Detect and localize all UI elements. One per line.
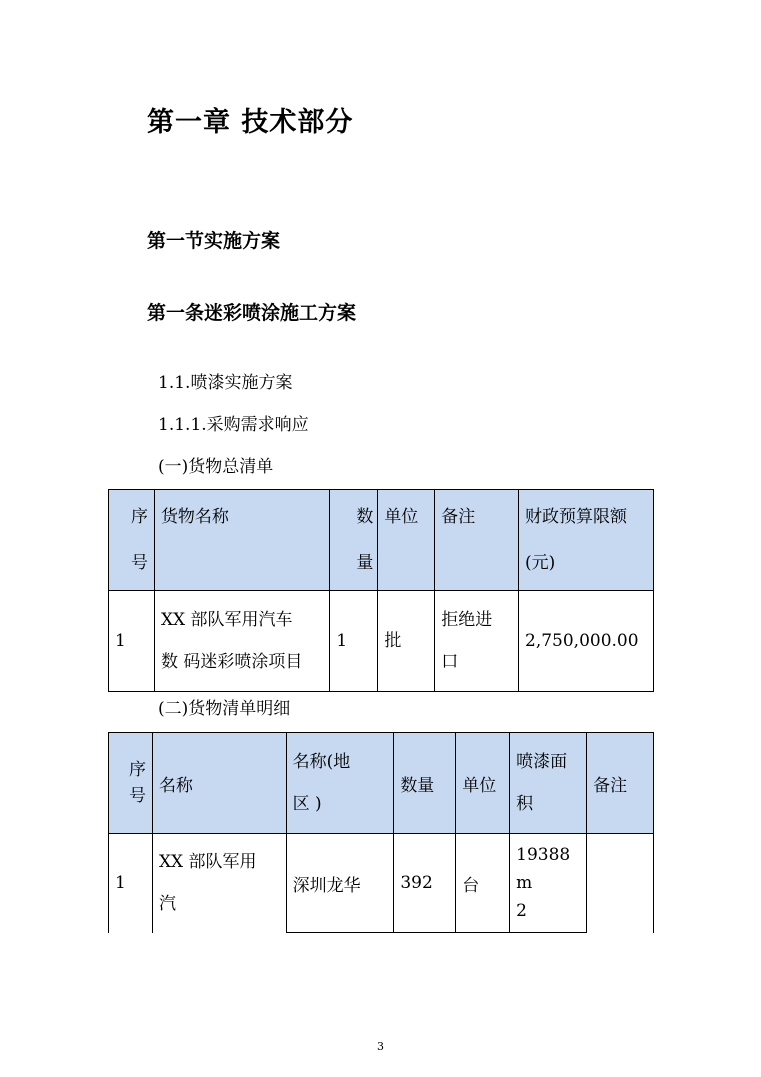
- header-name: 名称: [152, 733, 286, 834]
- header-seq: 序 号: [109, 490, 155, 591]
- cell-name: XX 部队军用 汽: [152, 834, 286, 933]
- page-number: 3: [377, 1040, 384, 1053]
- table-header-row: [109, 490, 654, 591]
- header-qty: 数量: [394, 733, 456, 834]
- subheading-1-1-1: 1.1.1.采购需求响应: [158, 415, 309, 435]
- subheading-1-1: 1.1.喷漆实施方案: [158, 373, 293, 393]
- cell-qty: 392: [394, 834, 456, 933]
- cell-region: 深圳龙华: [286, 834, 394, 933]
- header-goods-name: 货物名称: [154, 490, 329, 591]
- section-title: 第一节实施方案: [147, 230, 281, 252]
- header-remark: 备注: [587, 733, 654, 834]
- list1-title: (一)货物总清单: [158, 457, 274, 477]
- header-area: 喷漆面 积: [510, 733, 587, 834]
- chapter-title: 第一章 技术部分: [147, 107, 354, 138]
- cell-goods-name: XX 部队军用汽车 数 码迷彩喷涂项目: [154, 591, 329, 692]
- article-title: 第一条迷彩喷涂施工方案: [147, 302, 357, 324]
- cell-unit: 台: [456, 834, 510, 933]
- table-header-row: [109, 733, 654, 834]
- cell-qty: 1: [330, 591, 378, 692]
- cell-remark: [587, 834, 654, 933]
- goods-summary-table: [108, 489, 654, 692]
- table-row: [109, 591, 654, 692]
- cell-budget: 2,750,000.00: [519, 591, 654, 692]
- header-unit: 单位: [378, 490, 435, 591]
- cell-seq: 1: [109, 834, 153, 933]
- cell-seq: 1: [109, 591, 155, 692]
- cell-area: 19388 m 2: [510, 834, 587, 933]
- header-region: 名称(地 区 ): [286, 733, 394, 834]
- header-budget: 财政预算限额 (元): [519, 490, 654, 591]
- list2-title: (二)货物清单明细: [158, 699, 291, 719]
- table-row: [109, 834, 654, 933]
- header-qty: 数 量: [330, 490, 378, 591]
- header-unit: 单位: [456, 733, 510, 834]
- header-remark: 备注: [435, 490, 519, 591]
- header-seq: 序 号: [109, 733, 153, 834]
- cell-unit: 批: [378, 591, 435, 692]
- cell-remark: 拒绝进 口: [435, 591, 519, 692]
- goods-detail-table: [108, 732, 654, 933]
